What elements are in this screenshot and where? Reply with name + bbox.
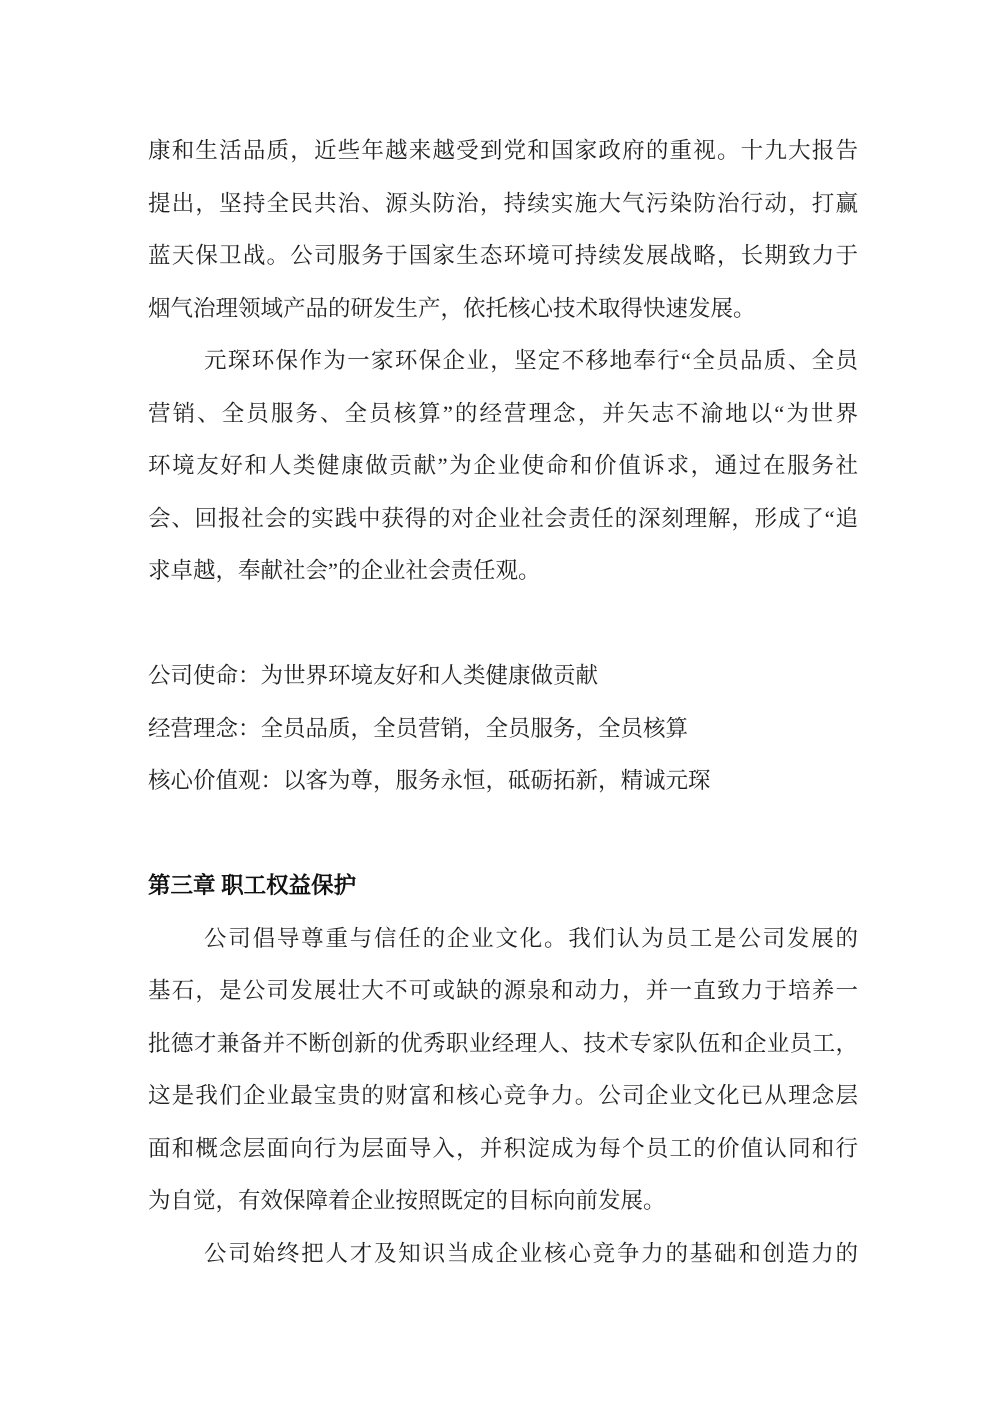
paragraph-talent-knowledge bbox=[148, 1228, 858, 1281]
body-line: 烟气治理领域产品的研发生产，依托核心技术取得快速发展。 bbox=[148, 295, 756, 321]
body-line: 基石，是公司发展壮大不可或缺的源泉和动力，并一直致力于培养一 bbox=[148, 978, 858, 1003]
body-line: 求卓越，奉献社会”的企业社会责任观。 bbox=[148, 558, 541, 583]
chapter-heading: 第三章 职工权益保护 bbox=[148, 873, 357, 898]
document-text-block bbox=[148, 125, 858, 1280]
body-line: 批德才兼备并不断创新的优秀职业经理人、技术专家队伍和企业员工， bbox=[148, 1030, 858, 1056]
body-line: 面和概念层面向行为层面导入，并积淀成为每个员工的价值认同和行 bbox=[148, 1135, 858, 1161]
company-values-block bbox=[148, 650, 858, 808]
body-line: 蓝天保卫战。公司服务于国家生态环境可持续发展战略，长期致力于 bbox=[148, 243, 858, 268]
paragraph-company-responsibility bbox=[148, 335, 858, 598]
paragraph-corporate-culture bbox=[148, 913, 858, 1228]
body-line: 康和生活品质，近些年越来越受到党和国家政府的重视。十九大报告 bbox=[148, 138, 858, 163]
business-philosophy-line: 经营理念：全员品质，全员营销，全员服务，全员核算 bbox=[148, 715, 689, 741]
body-line: 这是我们企业最宝贵的财富和核心竞争力。公司企业文化已从理念层 bbox=[148, 1083, 858, 1108]
body-line: 营销、全员服务、全员核算”的经营理念，并矢志不渝地以“为世界 bbox=[148, 400, 858, 426]
body-line: 提出，坚持全民共治、源头防治，持续实施大气污染防治行动，打赢 bbox=[148, 190, 858, 216]
body-line: 环境友好和人类健康做贡献”为企业使命和价值诉求，通过在服务社 bbox=[148, 453, 858, 478]
body-line: 公司始终把人才及知识当成企业核心竞争力的基础和创造力的 bbox=[204, 1240, 858, 1266]
body-line: 公司倡导尊重与信任的企业文化。我们认为员工是公司发展的 bbox=[204, 925, 858, 951]
body-line: 为自觉，有效保障着企业按照既定的目标向前发展。 bbox=[148, 1188, 666, 1213]
core-values-line: 核心价值观：以客为尊，服务永恒，砥砺拓新，精诚元琛 bbox=[148, 768, 711, 793]
blank-line bbox=[148, 598, 858, 651]
company-mission-line: 公司使命：为世界环境友好和人类健康做贡献 bbox=[148, 663, 599, 688]
body-line: 元琛环保作为一家环保企业，坚定不移地奉行“全员品质、全员 bbox=[204, 348, 858, 373]
paragraph-environment-policy bbox=[148, 125, 858, 335]
blank-line bbox=[148, 808, 858, 861]
body-line: 会、回报社会的实践中获得的对企业社会责任的深刻理解，形成了“追 bbox=[148, 505, 858, 531]
